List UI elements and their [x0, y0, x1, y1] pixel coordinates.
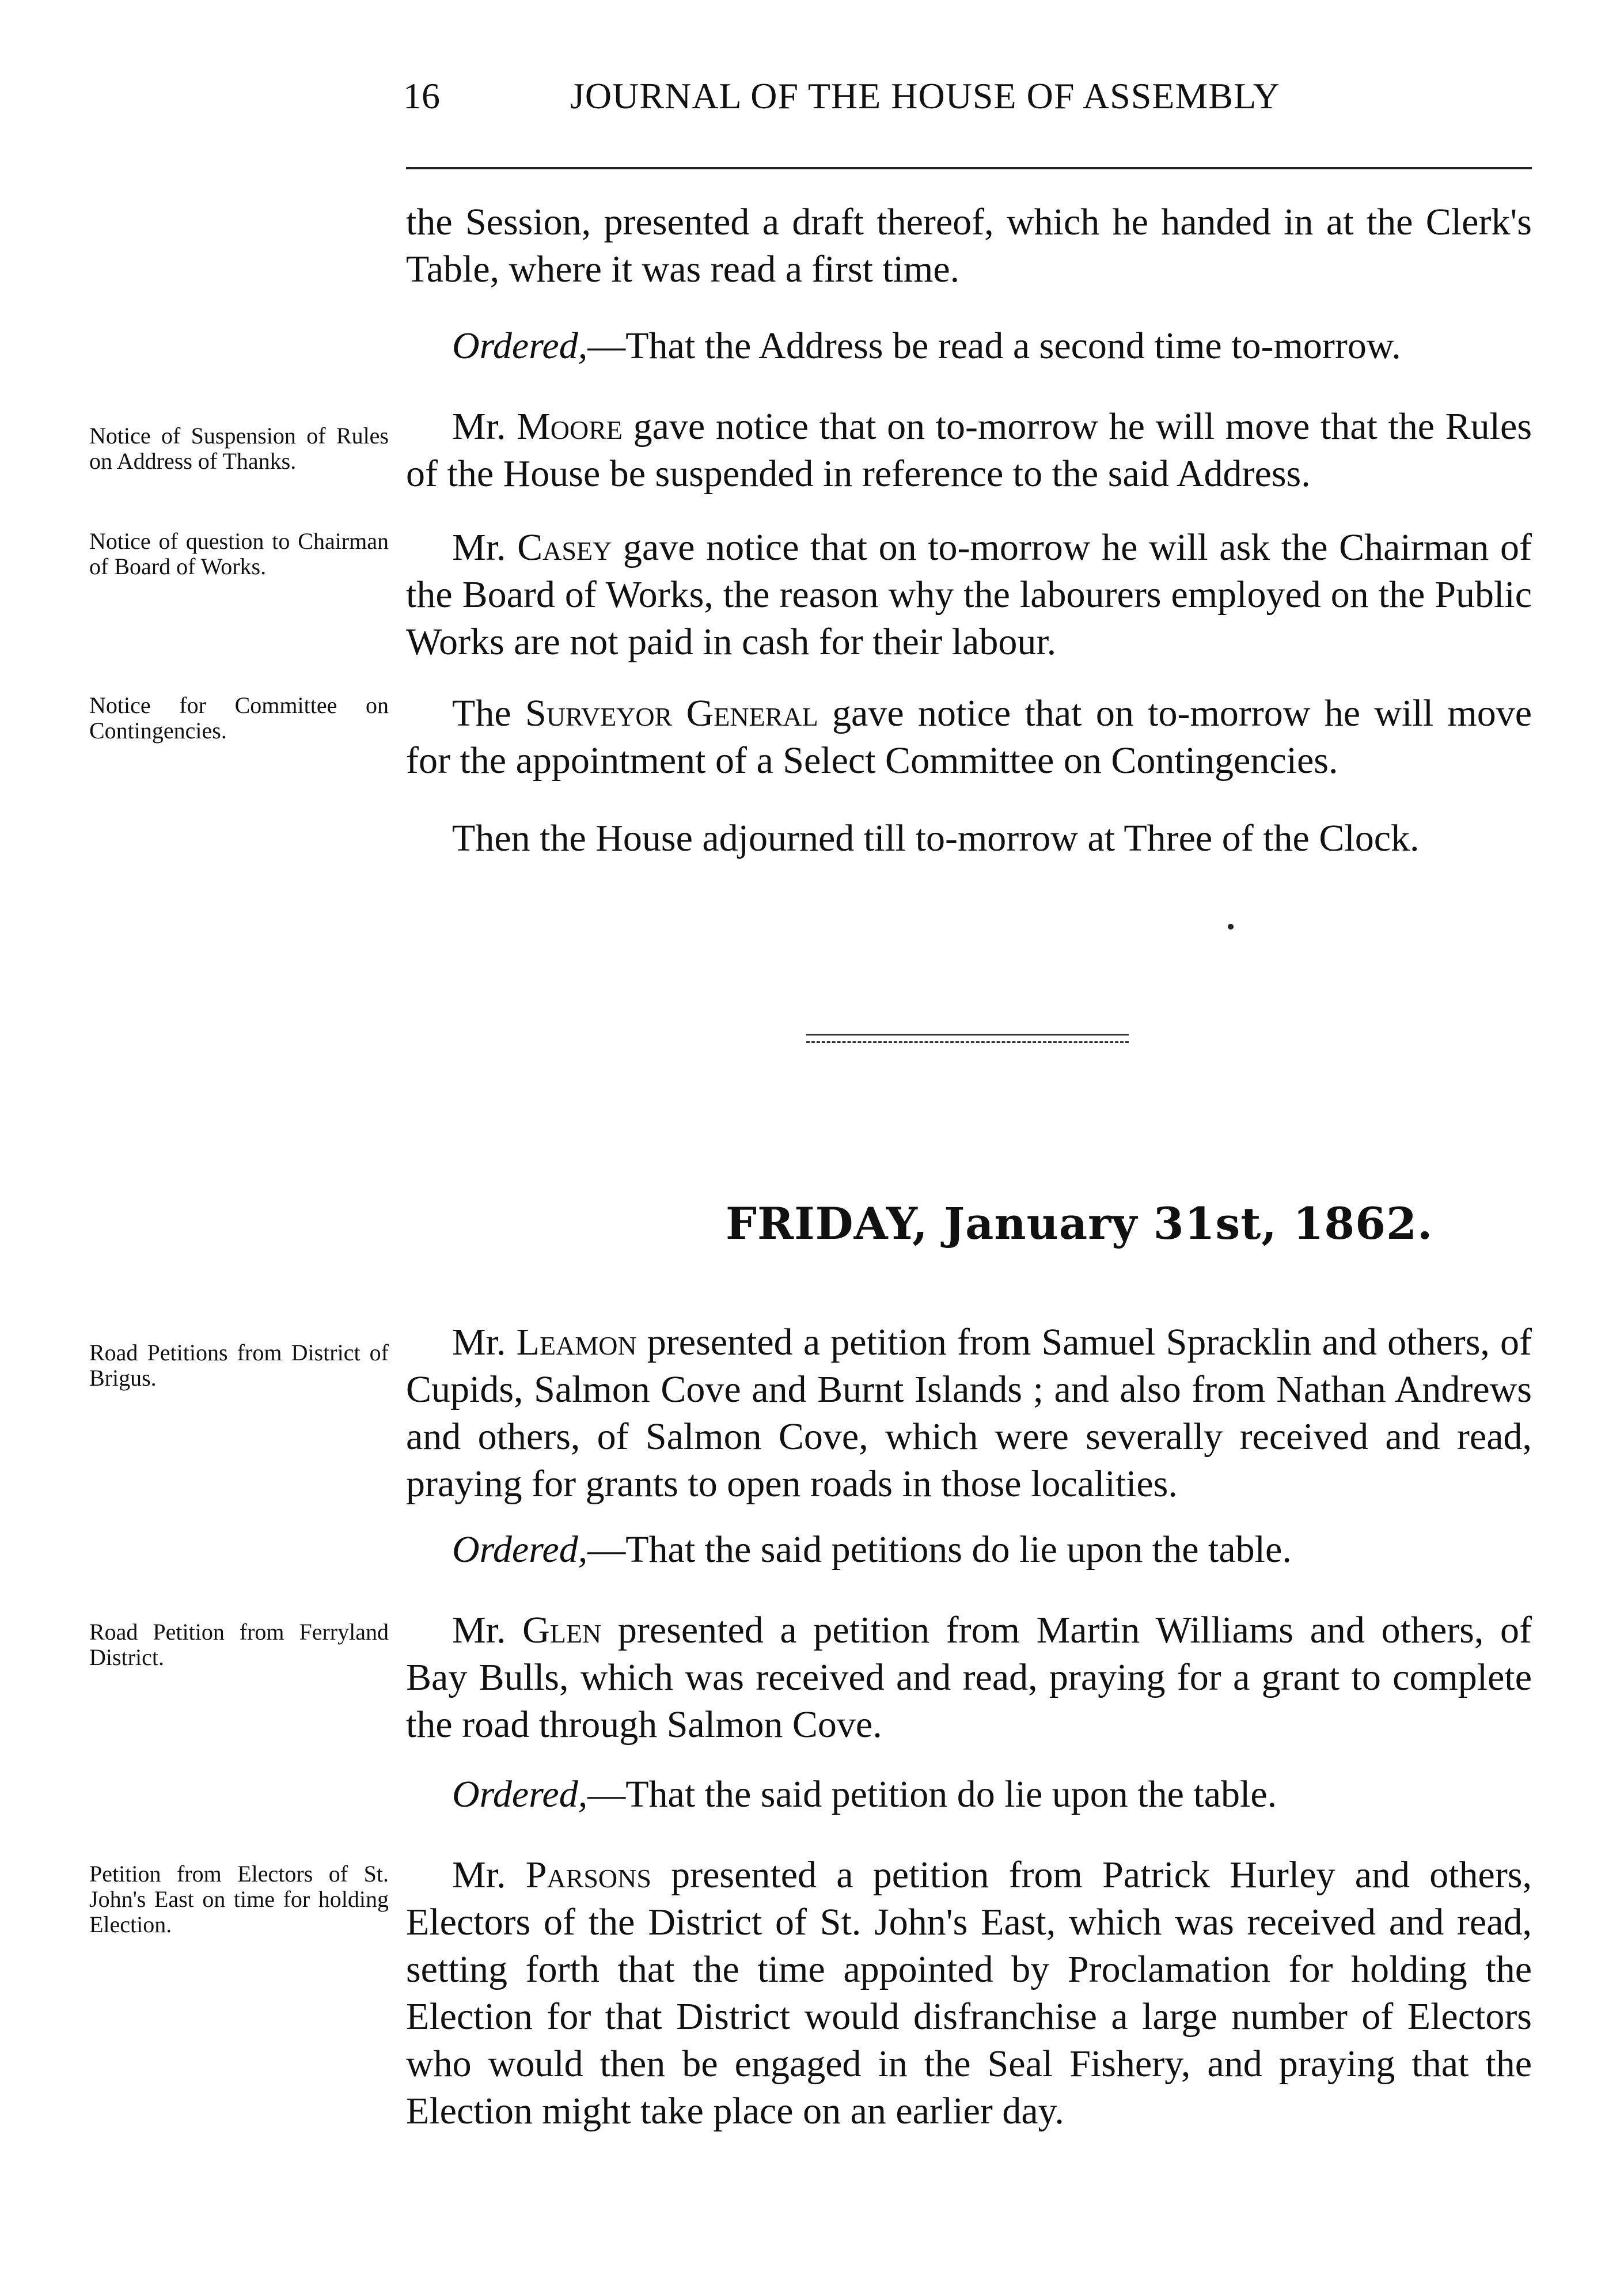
date-heading: FRIDAY, January 31st, 1862. — [726, 1198, 1433, 1249]
header-rule — [406, 167, 1532, 169]
parsons-prefix: Mr. — [452, 1854, 526, 1896]
casey-paragraph — [406, 524, 1532, 666]
session-text: the Session, presented a draft thereof, which he handed in at the Clerk's Table, where it was read a first time. — [406, 201, 1532, 290]
leamon-name: Leamon — [516, 1321, 637, 1363]
margin-note-ferryland: Road Petition from Ferryland District. — [89, 1619, 389, 1670]
ordered3-text: —That the said petition do lie upon the table. — [587, 1773, 1277, 1815]
surveyor-prefix: The — [452, 692, 525, 734]
glen-text: presented a petition from Martin Williams and others, of Bay Bulls, which was received and read, praying for a grant to complete the road through Salmon Cove. — [406, 1609, 1532, 1746]
parsons-name: Parsons — [525, 1854, 651, 1896]
ordered2-label: Ordered, — [452, 1528, 588, 1571]
surveyor-paragraph — [406, 690, 1532, 784]
leamon-paragraph — [406, 1319, 1532, 1508]
page-number: 16 — [403, 75, 440, 116]
adjourn-text: Then the House adjourned till to-morrow at Three of the Clock. — [452, 817, 1420, 859]
surveyor-name: Surveyor General — [525, 692, 818, 734]
stray-dot — [1228, 924, 1234, 930]
glen-prefix: Mr. — [452, 1609, 523, 1651]
casey-name: Casey — [517, 526, 612, 568]
casey-prefix: Mr. — [452, 526, 518, 568]
casey-text: gave notice that on to-morrow he will ask the Chairman of the Board of Works, the reason why the labourers employed on the Public Works are not paid in cash for their labour. — [406, 526, 1532, 663]
parsons-paragraph — [406, 1852, 1532, 2135]
running-title: JOURNAL OF THE HOUSE OF ASSEMBLY — [570, 75, 1280, 116]
page-header — [403, 75, 1526, 132]
moore-text: gave notice that on to-morrow he will move that the Rules of the House be suspended in reference to the said Address. — [406, 405, 1532, 495]
surveyor-text: gave notice that on to-morrow he will move for the appointment of a Select Committee on Contingencies. — [406, 692, 1532, 782]
margin-note-question: Notice of question to Chairman of Board of Works. — [89, 528, 389, 579]
adjourn-paragraph — [406, 815, 1532, 862]
parsons-text: presented a petition from Patrick Hurley and others, Electors of the District of St. John's East, which was received and read, setting forth that the time appointed by Proclamation for holding the Election for that District would disfranchise a large number of Electors who would then be engaged in the Seal Fishery, and praying that the Election might take place on an earlier day. — [406, 1854, 1532, 2132]
section-divider — [806, 1034, 1129, 1043]
session-paragraph — [406, 199, 1532, 293]
ordered-petitions-table — [406, 1526, 1532, 1573]
margin-note-electors: Petition from Electors of St. John's East on time for holding Election. — [89, 1861, 389, 1937]
moore-paragraph — [406, 403, 1532, 498]
margin-note-suspension: Notice of Suspension of Rules on Address of Thanks. — [89, 423, 389, 474]
glen-paragraph — [406, 1607, 1532, 1748]
ordered3-label: Ordered, — [452, 1773, 588, 1815]
ordered-second-reading — [406, 323, 1532, 370]
moore-prefix: Mr. — [452, 405, 517, 447]
ordered-label: Ordered, — [452, 325, 588, 367]
moore-name: Moore — [517, 405, 623, 447]
margin-note-brigus: Road Petitions from District of Brigus. — [89, 1340, 389, 1391]
ordered-petition-table — [406, 1771, 1532, 1818]
leamon-prefix: Mr. — [452, 1321, 517, 1363]
margin-note-committee: Notice for Committee on Contingencies. — [89, 692, 389, 744]
leamon-text: presented a petition from Samuel Spracklin and others, of Cupids, Salmon Cove and Burnt Islands ; and also from Nathan Andrews and others, of Salmon Cove, which were severally received and read, praying for grants to open roads in those localities. — [406, 1321, 1532, 1505]
glen-name: Glen — [522, 1609, 602, 1651]
ordered-text: —That the Address be read a second time to-morrow. — [587, 325, 1401, 367]
ordered2-text: —That the said petitions do lie upon the table. — [587, 1528, 1292, 1571]
